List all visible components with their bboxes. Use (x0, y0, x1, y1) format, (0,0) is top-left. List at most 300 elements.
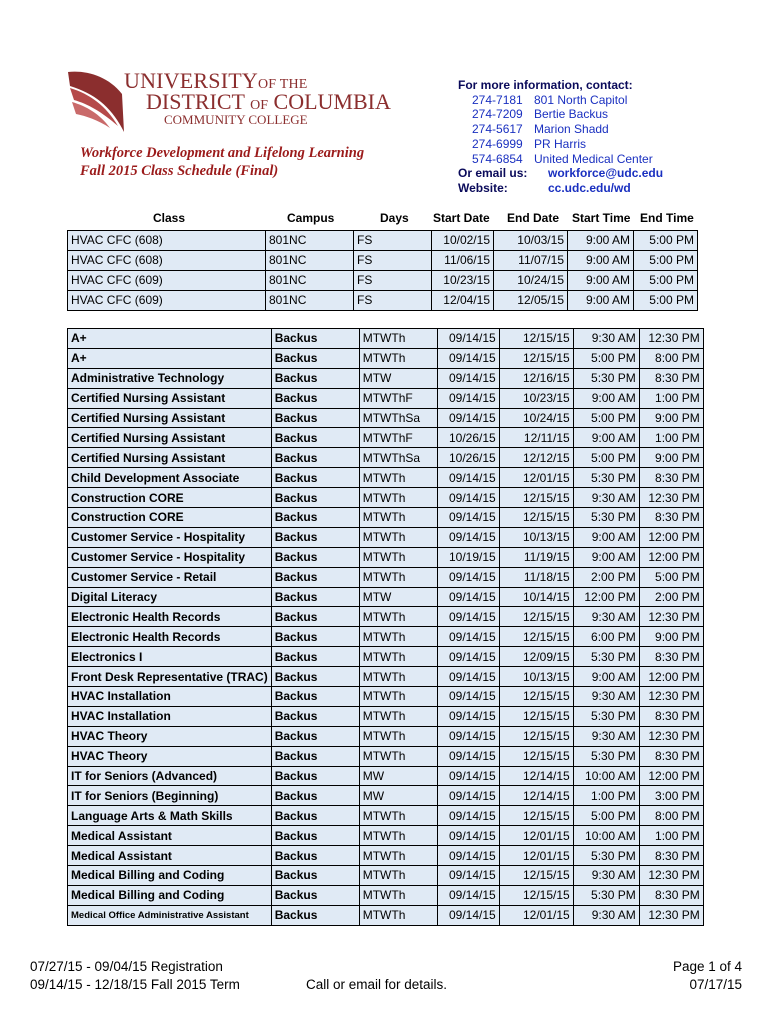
cell-start-date: 09/14/15 (437, 388, 499, 408)
cell-start-time: 5:00 PM (573, 348, 639, 368)
cell-days: FS (354, 250, 432, 270)
cell-end-date: 12/16/15 (499, 368, 573, 388)
cell-start-date: 09/14/15 (437, 587, 499, 607)
cell-end-time: 8:00 PM (639, 806, 703, 826)
contact-name: 801 North Capitol (534, 92, 628, 107)
cell-days: MTWTh (359, 905, 437, 925)
email-label: Or email us: (458, 166, 528, 181)
cell-start-date: 09/14/15 (437, 527, 499, 547)
cell-days: MTWTh (359, 488, 437, 508)
table-row (68, 270, 698, 290)
cell-class: Front Desk Representative (TRAC) (68, 667, 272, 687)
cell-end-date: 12/12/15 (499, 448, 573, 468)
print-date: 07/17/15 (689, 977, 742, 992)
cell-campus: Backus (271, 567, 359, 587)
table-row (68, 826, 704, 846)
cell-start-date: 10/26/15 (437, 448, 499, 468)
cell-end-date: 12/09/15 (499, 647, 573, 667)
cell-class: Customer Service - Hospitality (68, 527, 272, 547)
cell-class: A+ (68, 329, 272, 349)
cell-campus: 801NC (266, 231, 354, 251)
table-row (68, 408, 704, 428)
table-row (68, 627, 704, 647)
cell-start-time: 9:00 AM (573, 428, 639, 448)
cell-end-time: 12:00 PM (639, 547, 703, 567)
cell-end-time: 8:30 PM (639, 508, 703, 528)
cell-start-date: 09/14/15 (437, 866, 499, 886)
website-link[interactable]: cc.udc.edu/wd (548, 180, 631, 195)
cell-end-time: 3:00 PM (639, 786, 703, 806)
cell-campus: Backus (271, 348, 359, 368)
cell-class: Medical Assistant (68, 826, 272, 846)
table-row (68, 786, 704, 806)
cell-days: MTWTh (359, 647, 437, 667)
wing-icon (66, 68, 126, 138)
cell-end-date: 11/07/15 (494, 250, 568, 270)
cell-end-time: 8:30 PM (639, 468, 703, 488)
table-row (68, 726, 704, 746)
contact-name: Marion Shadd (534, 122, 609, 137)
cell-end-time: 8:30 PM (639, 846, 703, 866)
cell-start-date: 09/14/15 (437, 726, 499, 746)
cell-campus: Backus (271, 885, 359, 905)
cell-end-time: 12:30 PM (639, 329, 703, 349)
cell-days: MTWThF (359, 428, 437, 448)
table-row (68, 687, 704, 707)
cell-days: MTWTh (359, 746, 437, 766)
cell-days: MTWTh (359, 329, 437, 349)
cell-end-date: 12/15/15 (499, 726, 573, 746)
table-row (68, 527, 704, 547)
cell-class: A+ (68, 348, 272, 368)
cell-start-date: 09/14/15 (437, 647, 499, 667)
cell-days: MTWThSa (359, 448, 437, 468)
contact-phone: 274-7209 (472, 107, 523, 122)
cell-start-date: 09/14/15 (437, 329, 499, 349)
cell-end-date: 12/01/15 (499, 905, 573, 925)
cell-end-date: 12/15/15 (499, 508, 573, 528)
cell-start-date: 11/06/15 (432, 250, 494, 270)
cell-start-time: 5:30 PM (573, 706, 639, 726)
cell-class: Certified Nursing Assistant (68, 448, 272, 468)
college-logo (66, 68, 391, 138)
cell-class: HVAC Installation (68, 687, 272, 707)
cell-start-time: 1:00 PM (573, 786, 639, 806)
cell-campus: Backus (271, 746, 359, 766)
cell-start-date: 10/19/15 (437, 547, 499, 567)
col-class: Class (153, 211, 186, 225)
cell-start-date: 09/14/15 (437, 905, 499, 925)
cell-class: Electronic Health Records (68, 627, 272, 647)
cell-start-date: 09/14/15 (437, 786, 499, 806)
col-start-date: Start Date (433, 211, 490, 225)
cell-start-time: 9:30 AM (573, 607, 639, 627)
cell-start-date: 09/14/15 (437, 627, 499, 647)
cell-start-date: 09/14/15 (437, 885, 499, 905)
cell-end-date: 10/23/15 (499, 388, 573, 408)
contact-entry (458, 152, 663, 167)
cell-class: Digital Literacy (68, 587, 272, 607)
cell-start-date: 12/04/15 (432, 290, 494, 310)
contact-info (458, 78, 663, 196)
cell-start-date: 09/14/15 (437, 846, 499, 866)
schedule-table-801nc (67, 230, 698, 311)
cell-start-date: 09/14/15 (437, 826, 499, 846)
table-row (68, 846, 704, 866)
cell-class: HVAC CFC (608) (68, 231, 266, 251)
cell-end-time: 12:00 PM (639, 667, 703, 687)
cell-start-time: 6:00 PM (573, 627, 639, 647)
cell-end-time: 1:00 PM (639, 388, 703, 408)
cell-start-date: 09/14/15 (437, 766, 499, 786)
cell-class: HVAC CFC (609) (68, 270, 266, 290)
cell-end-date: 12/01/15 (499, 826, 573, 846)
cell-start-time: 5:00 PM (573, 448, 639, 468)
col-end-date: End Date (507, 211, 560, 225)
cell-days: MTWTh (359, 547, 437, 567)
cell-start-date: 09/14/15 (437, 348, 499, 368)
logo-line-3: COMMUNITY COLLEGE (164, 112, 308, 127)
table-row (68, 348, 704, 368)
cell-days: MTWThSa (359, 408, 437, 428)
col-end-time: End Time (640, 211, 694, 225)
cell-campus: Backus (271, 706, 359, 726)
cell-campus: Backus (271, 448, 359, 468)
cell-campus: Backus (271, 468, 359, 488)
cell-end-date: 10/14/15 (499, 587, 573, 607)
cell-class: HVAC Installation (68, 706, 272, 726)
cell-end-date: 12/11/15 (499, 428, 573, 448)
cell-campus: 801NC (266, 290, 354, 310)
cell-days: MTWTh (359, 667, 437, 687)
cell-campus: 801NC (266, 270, 354, 290)
cell-end-time: 9:00 PM (639, 448, 703, 468)
cell-end-date: 12/15/15 (499, 806, 573, 826)
email-link[interactable]: workforce@udc.edu (548, 166, 664, 181)
footer-note: Call or email for details. (306, 977, 448, 992)
cell-class: Medical Assistant (68, 846, 272, 866)
cell-class: HVAC Theory (68, 726, 272, 746)
cell-end-time: 12:30 PM (639, 687, 703, 707)
table-row (68, 547, 704, 567)
cell-start-time: 5:30 PM (573, 508, 639, 528)
cell-campus: Backus (271, 388, 359, 408)
cell-class: Electronic Health Records (68, 607, 272, 627)
table-row (68, 290, 698, 310)
cell-class: Language Arts & Math Skills (68, 806, 272, 826)
cell-start-time: 10:00 AM (573, 766, 639, 786)
cell-days: MTWTh (359, 468, 437, 488)
subtitle-line-2: Fall 2015 Class Schedule (Final) (80, 163, 279, 179)
website-row (458, 181, 663, 196)
cell-end-date: 12/01/15 (499, 468, 573, 488)
cell-end-time: 5:00 PM (634, 231, 698, 251)
table-row (68, 567, 704, 587)
cell-campus: Backus (271, 866, 359, 886)
table-row (68, 806, 704, 826)
cell-start-time: 5:30 PM (573, 746, 639, 766)
table-row (68, 250, 698, 270)
cell-end-date: 12/15/15 (499, 746, 573, 766)
cell-class: HVAC CFC (609) (68, 290, 266, 310)
table-row (68, 607, 704, 627)
subtitle-line-1: Workforce Development and Lifelong Learning (80, 145, 365, 161)
cell-start-time: 9:30 AM (573, 329, 639, 349)
cell-class: Administrative Technology (68, 368, 272, 388)
cell-end-time: 9:00 PM (639, 627, 703, 647)
email-row (458, 166, 663, 181)
col-campus: Campus (287, 211, 335, 225)
schedule-table-backus (67, 328, 704, 926)
cell-end-time: 1:00 PM (639, 428, 703, 448)
cell-end-time: 8:30 PM (639, 706, 703, 726)
contact-title: For more information, contact: (458, 78, 633, 92)
cell-end-time: 8:30 PM (639, 746, 703, 766)
cell-class: Medical Office Administrative Assistant (68, 905, 272, 925)
cell-end-time: 12:30 PM (639, 488, 703, 508)
cell-start-time: 5:00 PM (573, 806, 639, 826)
cell-end-time: 5:00 PM (634, 290, 698, 310)
cell-days: MTWTh (359, 706, 437, 726)
cell-campus: Backus (271, 587, 359, 607)
cell-campus: Backus (271, 667, 359, 687)
cell-end-time: 5:00 PM (639, 567, 703, 587)
cell-days: MTWTh (359, 607, 437, 627)
cell-class: Electronics I (68, 647, 272, 667)
cell-end-date: 12/15/15 (499, 488, 573, 508)
cell-start-time: 5:30 PM (573, 885, 639, 905)
cell-end-time: 8:30 PM (639, 885, 703, 905)
cell-start-date: 09/14/15 (437, 368, 499, 388)
cell-end-time: 12:00 PM (639, 527, 703, 547)
table-row (68, 766, 704, 786)
table-row (68, 746, 704, 766)
cell-class: HVAC CFC (608) (68, 250, 266, 270)
cell-class: Medical Billing and Coding (68, 885, 272, 905)
table-row (68, 388, 704, 408)
cell-start-date: 09/14/15 (437, 408, 499, 428)
cell-start-time: 9:30 AM (573, 726, 639, 746)
cell-start-time: 5:00 PM (573, 408, 639, 428)
cell-start-date: 10/02/15 (432, 231, 494, 251)
cell-start-time: 5:30 PM (573, 468, 639, 488)
cell-start-time: 2:00 PM (573, 567, 639, 587)
cell-campus: Backus (271, 607, 359, 627)
cell-campus: Backus (271, 806, 359, 826)
cell-end-date: 12/15/15 (499, 348, 573, 368)
footer-dates (30, 958, 240, 994)
cell-end-time: 12:30 PM (639, 905, 703, 925)
cell-start-time: 5:30 PM (573, 647, 639, 667)
cell-start-date: 09/14/15 (437, 746, 499, 766)
contact-phone: 274-7181 (472, 92, 523, 107)
document-subtitle (80, 144, 364, 180)
cell-end-time: 1:00 PM (639, 826, 703, 846)
cell-days: FS (354, 231, 432, 251)
table-row (68, 905, 704, 925)
contact-phone: 274-5617 (472, 122, 523, 137)
cell-start-time: 9:00 AM (573, 547, 639, 567)
cell-days: MTWTh (359, 866, 437, 886)
cell-class: Construction CORE (68, 488, 272, 508)
cell-end-date: 12/15/15 (499, 627, 573, 647)
col-days: Days (380, 211, 409, 225)
table-row (68, 329, 704, 349)
table-row (68, 508, 704, 528)
table-row (68, 866, 704, 886)
cell-campus: Backus (271, 647, 359, 667)
cell-days: MTWTh (359, 846, 437, 866)
table-row (68, 587, 704, 607)
cell-start-date: 09/14/15 (437, 468, 499, 488)
cell-end-time: 5:00 PM (634, 250, 698, 270)
cell-campus: Backus (271, 508, 359, 528)
logo-line-1: UNIVERSITYOF THE (124, 68, 308, 93)
contact-entry (458, 93, 663, 108)
term-dates: 09/14/15 - 12/18/15 Fall 2015 Term (30, 977, 240, 992)
cell-end-date: 10/03/15 (494, 231, 568, 251)
cell-class: Certified Nursing Assistant (68, 428, 272, 448)
cell-days: MTWTh (359, 726, 437, 746)
cell-start-date: 09/14/15 (437, 706, 499, 726)
cell-start-date: 09/14/15 (437, 488, 499, 508)
cell-end-time: 2:00 PM (639, 587, 703, 607)
cell-end-date: 12/05/15 (494, 290, 568, 310)
cell-start-date: 09/14/15 (437, 806, 499, 826)
cell-end-date: 10/24/15 (499, 408, 573, 428)
cell-end-date: 12/15/15 (499, 329, 573, 349)
cell-end-date: 11/18/15 (499, 567, 573, 587)
cell-start-date: 09/14/15 (437, 508, 499, 528)
cell-start-time: 9:30 AM (573, 866, 639, 886)
registration-dates: 07/27/15 - 09/04/15 Registration (30, 959, 223, 974)
cell-end-time: 12:30 PM (639, 607, 703, 627)
table-row (68, 428, 704, 448)
contact-phone: 274-6999 (472, 136, 523, 151)
table-row (68, 667, 704, 687)
cell-campus: Backus (271, 786, 359, 806)
cell-end-date: 12/15/15 (499, 885, 573, 905)
cell-campus: Backus (271, 627, 359, 647)
cell-end-date: 11/19/15 (499, 547, 573, 567)
cell-class: Customer Service - Retail (68, 567, 272, 587)
cell-end-date: 10/13/15 (499, 527, 573, 547)
cell-days: MTWTh (359, 348, 437, 368)
contact-name: PR Harris (534, 136, 587, 151)
cell-campus: Backus (271, 826, 359, 846)
cell-days: MTWTh (359, 806, 437, 826)
cell-days: MW (359, 786, 437, 806)
cell-days: MTWTh (359, 826, 437, 846)
cell-class: Certified Nursing Assistant (68, 388, 272, 408)
cell-days: FS (354, 270, 432, 290)
cell-days: MTWThF (359, 388, 437, 408)
cell-end-time: 12:30 PM (639, 726, 703, 746)
cell-campus: Backus (271, 726, 359, 746)
cell-start-time: 9:30 AM (573, 488, 639, 508)
cell-campus: Backus (271, 408, 359, 428)
cell-campus: Backus (271, 488, 359, 508)
cell-campus: Backus (271, 846, 359, 866)
cell-end-time: 8:30 PM (639, 647, 703, 667)
cell-days: MTWTh (359, 508, 437, 528)
table-row (68, 647, 704, 667)
cell-campus: Backus (271, 527, 359, 547)
cell-class: Medical Billing and Coding (68, 866, 272, 886)
cell-end-date: 12/14/15 (499, 766, 573, 786)
contact-name: United Medical Center (534, 151, 653, 166)
cell-end-date: 12/15/15 (499, 706, 573, 726)
cell-start-date: 09/14/15 (437, 667, 499, 687)
col-start-time: Start Time (572, 211, 631, 225)
cell-campus: Backus (271, 687, 359, 707)
contact-entry (458, 107, 663, 122)
cell-start-time: 9:00 AM (568, 250, 634, 270)
cell-end-time: 12:30 PM (639, 866, 703, 886)
cell-start-time: 5:30 PM (573, 368, 639, 388)
cell-end-time: 5:00 PM (634, 270, 698, 290)
cell-start-date: 10/26/15 (437, 428, 499, 448)
cell-start-time: 9:00 AM (573, 388, 639, 408)
cell-campus: Backus (271, 547, 359, 567)
cell-class: Child Development Associate (68, 468, 272, 488)
logo-line-2: DISTRICT OF COLUMBIA (146, 89, 391, 114)
cell-end-date: 12/15/15 (499, 866, 573, 886)
cell-days: MTWTh (359, 527, 437, 547)
table-row (68, 468, 704, 488)
cell-start-time: 9:00 AM (568, 270, 634, 290)
cell-start-date: 09/14/15 (437, 687, 499, 707)
cell-end-date: 12/15/15 (499, 607, 573, 627)
cell-start-time: 9:00 AM (573, 527, 639, 547)
cell-start-time: 5:30 PM (573, 846, 639, 866)
cell-campus: Backus (271, 766, 359, 786)
cell-start-time: 10:00 AM (573, 826, 639, 846)
cell-days: MW (359, 766, 437, 786)
cell-end-time: 8:00 PM (639, 348, 703, 368)
cell-days: MTW (359, 587, 437, 607)
cell-class: Certified Nursing Assistant (68, 408, 272, 428)
table-row (68, 231, 698, 251)
cell-days: MTW (359, 368, 437, 388)
contact-entry (458, 137, 663, 152)
cell-start-time: 9:00 AM (573, 667, 639, 687)
website-label: Website: (458, 180, 508, 195)
cell-end-date: 12/15/15 (499, 687, 573, 707)
cell-start-time: 9:00 AM (568, 290, 634, 310)
cell-campus: Backus (271, 428, 359, 448)
cell-end-time: 12:00 PM (639, 766, 703, 786)
cell-days: MTWTh (359, 687, 437, 707)
cell-campus: Backus (271, 329, 359, 349)
cell-start-time: 9:30 AM (573, 687, 639, 707)
contact-entry (458, 122, 663, 137)
cell-class: IT for Seniors (Advanced) (68, 766, 272, 786)
cell-start-time: 9:00 AM (568, 231, 634, 251)
table-row (68, 368, 704, 388)
cell-campus: 801NC (266, 250, 354, 270)
cell-start-date: 09/14/15 (437, 607, 499, 627)
cell-start-time: 12:00 PM (573, 587, 639, 607)
cell-start-date: 10/23/15 (432, 270, 494, 290)
cell-start-date: 09/14/15 (437, 567, 499, 587)
footer-page-info (673, 958, 742, 994)
cell-end-time: 9:00 PM (639, 408, 703, 428)
cell-end-date: 10/13/15 (499, 667, 573, 687)
cell-days: FS (354, 290, 432, 310)
cell-end-date: 10/24/15 (494, 270, 568, 290)
page-number: Page 1 of 4 (672, 959, 742, 974)
